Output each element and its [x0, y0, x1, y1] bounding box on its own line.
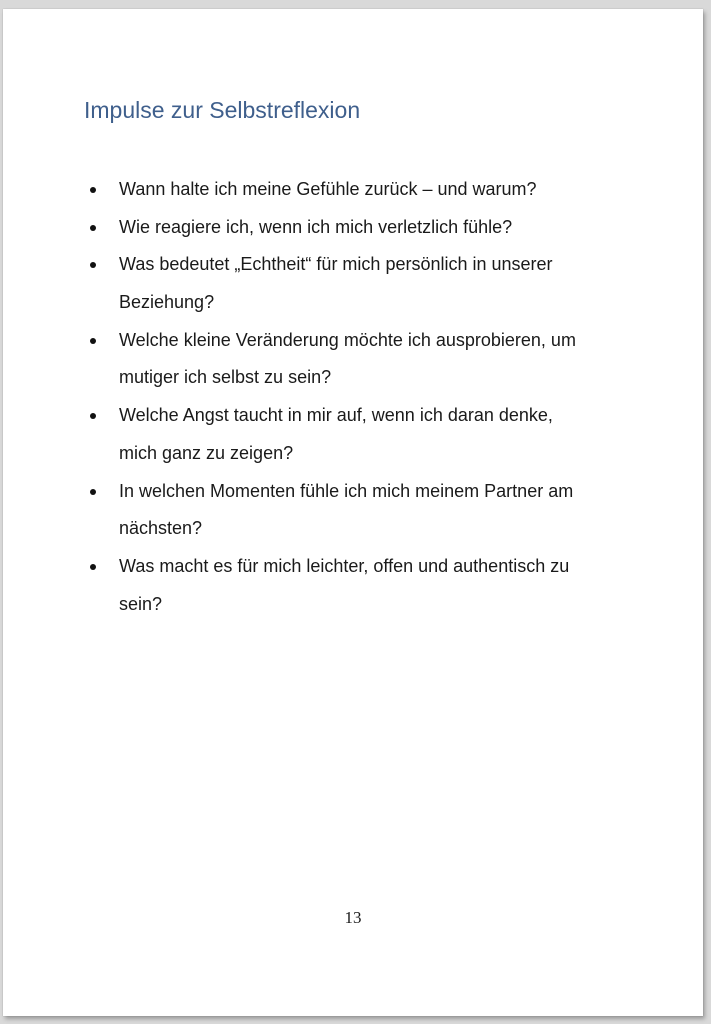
bullet-icon: [90, 187, 96, 193]
list-item: [3, 397, 703, 472]
list-item-line: [3, 473, 703, 511]
list-item-text: Welche Angst taucht in mir auf, wenn ich daran denke,: [119, 405, 553, 426]
list-item: [3, 322, 703, 397]
list-item-text: Wann halte ich meine Gefühle zurück – und warum?: [119, 179, 537, 199]
list-item-line: [3, 548, 703, 586]
list-item-text: sein?: [119, 593, 163, 614]
list-item-line: [3, 209, 703, 247]
list-item-text: In welchen Momenten fühle ich mich meinem Partner am: [119, 480, 574, 501]
list-item-line: [3, 586, 703, 624]
list-item: [3, 171, 703, 209]
list-item: [3, 473, 703, 548]
list-item-line: [3, 435, 703, 473]
list-item: [3, 246, 703, 321]
list-item-line: [3, 397, 703, 435]
list-item-text: mutiger ich selbst zu sein?: [119, 367, 332, 388]
bullet-icon: [90, 489, 96, 495]
list-item-text: Wie reagiere ich, wenn ich mich verletzlich fühle?: [119, 216, 513, 237]
bullet-icon: [90, 413, 96, 419]
list-item-text: Beziehung?: [119, 292, 215, 313]
bullet-icon: [90, 564, 96, 570]
list-item-line: [3, 322, 703, 360]
list-item-text: mich ganz zu zeigen?: [119, 442, 294, 463]
list-item-text: Was macht es für mich leichter, offen und authentisch zu: [119, 555, 570, 576]
list-item-line: [3, 284, 703, 322]
list-item: [3, 548, 703, 623]
list-item-text: Was bedeutet „Echtheit“ für mich persönlich in unserer: [119, 254, 553, 275]
bullet-icon: [90, 338, 96, 344]
list-item-text: Welche kleine Veränderung möchte ich ausprobieren, um: [119, 329, 576, 350]
section-heading: Impulse zur Selbstreflexion: [84, 97, 361, 123]
list-item-text: nächsten?: [119, 518, 203, 539]
list-item-line: [3, 359, 703, 397]
page-number: 13: [344, 908, 362, 927]
list-item-line: [3, 246, 703, 284]
document-page: [3, 9, 703, 1016]
bullet-icon: [90, 262, 96, 268]
list-item-line: [3, 510, 703, 548]
list-item: [3, 209, 703, 247]
list-item-line: [3, 171, 703, 209]
bullet-icon: [90, 225, 96, 231]
reflection-question-list: [3, 171, 703, 623]
